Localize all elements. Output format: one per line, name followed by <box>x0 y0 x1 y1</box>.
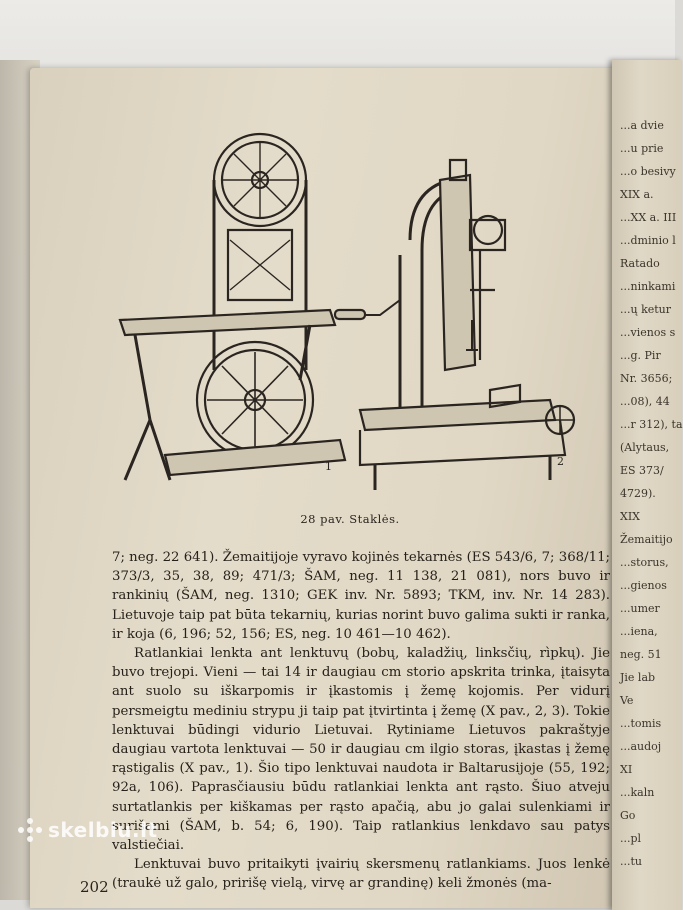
right-page-line: XI <box>620 763 633 776</box>
right-page-line: ES 373/ <box>620 464 664 477</box>
paragraph-1: 7; neg. 22 641). Žemaitijoje vyravo kojinės tekarnės (ES 543/6, 7; 368/11; 373/3, 35, 38, 89; 471/3; ŠAM, neg. 11 138, 21 081), nors buvo ir rankinių (ŠAM, neg. 1310; GEK inv. Nr. 5893; TKM, inv. Nr. 14 283). Lietuvoje taip pat būta tekarnių, kurias norint buvo galima sukti ir ranka, ir koja (6, 196; 52, 156; ES, neg. 10 461—10 462). <box>112 550 611 642</box>
watermark-logo-icon <box>18 818 42 842</box>
right-page-line: ...u prie <box>620 142 664 155</box>
figure-caption: 28 pav. Staklės. <box>300 512 400 526</box>
paragraph-2: Ratlankiai lenkta ant lenktuvų (bobų, kaladžių, linksčių, rìpkų). Jie buvo trejopi. Vieni — tai 14 ir daugiau cm storio apskrita trinka, įtaisyta ant suolo su iškarpomis ir įkastomis į žemę kojomis. Per vidurį persmeigtu mediniu strypu ji taip pat įtvirtinta į žemę (X pav., 2, 3). Tokie lenktuvai būdingi vidurio Lietuvai. Rytiniame Lietuvos pakraštyje daugiau vartota lenktuvai — 50 ir daugiau cm ilgio storas, įkastas į žemę rąstigalis (X pav., 1). Šio tipo lenktuvai naudota ir Baltarusijoje (55, 192; 92a, 106). Paprasčiausiu būdu ratlankiai lenkta ant rąsto. Šiuo atveju surtatlankis per kiškamas per rąsto apačią, abu jo galai sulenkiami ir surišami (ŠAM, b. 54; 6, 190). Taip ratlankius lenkdavo sau patys valstiečiai. <box>112 646 610 854</box>
body-text <box>112 548 610 894</box>
right-page-line: Ratado <box>620 257 660 270</box>
right-page-line: ...umer <box>620 602 660 615</box>
watermark-text: skelbiu.lt <box>48 818 158 842</box>
right-page-line: (Alytaus, <box>620 441 670 454</box>
right-page-line: ...o besivy <box>620 165 676 178</box>
book-page-right <box>612 60 682 910</box>
right-page-line: ...tu <box>620 855 642 868</box>
right-page-line: ...ų ketur <box>620 303 672 316</box>
right-page-line: ...08), 44 <box>620 395 670 408</box>
watermark <box>18 818 158 842</box>
figure-label-2: 2 <box>557 455 564 468</box>
right-page-line: Žemaitijo <box>620 533 673 546</box>
right-page-line: ...r 312), ta <box>620 418 683 431</box>
paragraph-3: Lenktuvai buvo pritaikyti įvairių skersmenų ratlankiams. Juos lenkė (traukė už galo, pririšę vielą, virvę ar grandinę) keli žmonės (ma- <box>112 857 610 892</box>
right-page-line: ...kaln <box>620 786 655 799</box>
right-page-line: neg. 51 <box>620 648 662 661</box>
drill-press-drawing <box>335 160 574 490</box>
right-page-line: ...dminio l <box>620 234 676 247</box>
page-number: 202 <box>80 878 109 896</box>
right-page-line: ...ninkami <box>620 280 676 293</box>
right-page-line: ...pl <box>620 832 642 845</box>
right-page-line: ...storus, <box>620 556 669 569</box>
right-page-line: ...tomis <box>620 717 662 730</box>
right-page-line: ...iena, <box>620 625 658 638</box>
right-page-line: ...vienos s <box>620 326 676 339</box>
right-page-line: XIX a. <box>620 188 654 201</box>
right-page-line: ...g. Pir <box>620 349 661 362</box>
right-page-line: Go <box>620 809 636 822</box>
right-page-line: ...gienos <box>620 579 667 592</box>
right-page-line: 4729). <box>620 487 656 500</box>
right-page-line: ...audoj <box>620 740 662 753</box>
right-page-line: Ve <box>620 694 634 707</box>
right-page-line: XIX <box>620 510 641 523</box>
right-page-line: Nr. 3656; <box>620 372 673 385</box>
band-saw-drawing <box>120 134 345 480</box>
right-page-line: Jie lab <box>620 671 656 684</box>
figure-label-1: 1 <box>325 460 332 473</box>
right-page-line: ...XX a. III <box>620 211 677 224</box>
figure-machines-illustration <box>110 120 590 500</box>
right-page-line: ...a dvie <box>620 119 664 132</box>
